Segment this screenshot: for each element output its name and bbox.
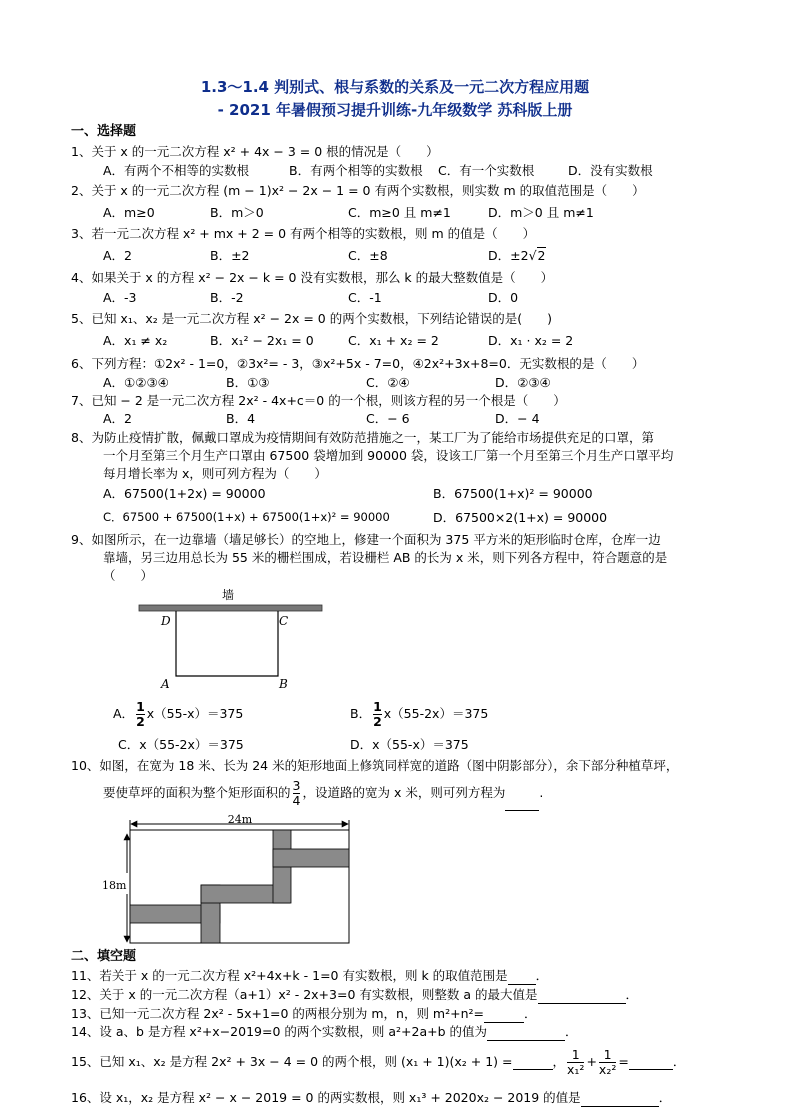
option-a-frac-den: 2	[136, 714, 145, 729]
question-4-stem: 4、如果关于 x 的方程 x² − 2x − k = 0 没有实数根，那么 k 的最大整数值是（ ）	[71, 270, 554, 285]
question-4-option-a: A．-3	[103, 290, 137, 305]
q13-text: 13、已知一元二次方程 2x² - 5x+1=0 的两根分别为 m，n，则 m²+n²=	[71, 1006, 484, 1021]
q15-answer-blank-1[interactable]	[513, 1056, 553, 1070]
question-2-option-a: A．m≥0	[103, 205, 155, 220]
question-1-option-d: D．没有实数根	[568, 163, 653, 178]
q14-text: 14、设 a、b 是方程 x²+x−2019=0 的两个实数根，则 a²+2a+b 的值为	[71, 1024, 487, 1039]
question-5-stem: 5、已知 x₁、x₂ 是一元二次方程 x² − 2x = 0 的两个实数根，下列结论错误的是( )	[71, 311, 552, 326]
question-8-option-a: A．67500(1+2x) = 90000	[103, 486, 266, 501]
question-16	[71, 1088, 719, 1107]
warehouse-figure	[130, 584, 330, 694]
question-11	[71, 966, 719, 985]
question-3-option-d-prefix: D．±2	[488, 248, 529, 263]
question-15	[71, 1042, 719, 1082]
q13-answer-blank[interactable]	[484, 1009, 524, 1023]
option-b-rest: x（55-2x）＝375	[383, 706, 489, 721]
question-6-stem: 6、下列方程：①2x² - 1=0，②3x²= - 3，③x²+5x - 7=0，④2x²+3x+8=0．无实数根的是（ ）	[71, 356, 645, 371]
q10-frac-num: 3	[292, 778, 301, 793]
section-choice-heading: 一、选择题	[71, 124, 137, 139]
question-1-option-b: B．有两个相等的实数根	[289, 163, 423, 178]
q12-text: 12、关于 x 的一元二次方程（a+1）x² - 2x+3=0 有实数根，则整数 a 的最大值是	[71, 987, 538, 1002]
q11-answer-blank[interactable]	[508, 971, 536, 985]
q14-answer-blank[interactable]	[487, 1027, 565, 1041]
question-1-option-c: C．有一个实数根	[438, 163, 535, 178]
vertex-b-label: B	[279, 677, 288, 691]
question-9-line-1: 9、如图所示，在一边靠墙（墙足够长）的空地上，修建一个面积为 375 平方米的矩形临时仓库，仓库一边	[71, 532, 661, 547]
q15-frac1-num: 1	[567, 1048, 584, 1063]
question-3-option-b: B．±2	[210, 248, 250, 263]
question-7-option-c: C．− 6	[366, 411, 410, 426]
question-3-option-d-radicand: 2	[537, 248, 546, 263]
question-9-line-3: （ ）	[103, 568, 154, 583]
q11-end: ．	[535, 968, 549, 983]
q11-text: 11、若关于 x 的一元二次方程 x²+4x+k - 1=0 有实数根，则 k 的取值范围是	[71, 968, 508, 983]
option-a-frac-num: 1	[136, 699, 145, 714]
q10-text-b: ，设道路的宽为 x 米，则可列方程为	[302, 785, 506, 800]
q15-eq: =	[618, 1054, 629, 1069]
question-12	[71, 985, 719, 1004]
question-8-line-3: 每月增长率为 x，则可列方程为（ ）	[103, 466, 327, 481]
q16-text: 16、设 x₁，x₂ 是方程 x² − x − 2019 = 0 的两实数根，则 x₁³ + 2020x₂ − 2019 的值是	[71, 1090, 581, 1105]
option-b-frac-den: 2	[373, 714, 382, 729]
question-4-option-c: C．-1	[348, 290, 382, 305]
q10-text-a: 要使草坪的面积为整个矩形面积的	[103, 785, 291, 800]
title-line-2: - 2021 年暑假预习提升训练-九年级数学 苏科版上册	[217, 101, 573, 119]
question-6-option-c: C．②④	[366, 375, 410, 390]
question-7-stem: 7、已知 − 2 是一元二次方程 2x² - 4x+c＝0 的一个根，则该方程的另一个根是（ ）	[71, 393, 566, 408]
question-14	[71, 1022, 719, 1041]
q15-comma: ，	[552, 1054, 566, 1069]
question-4-option-b: B．-2	[210, 290, 244, 305]
question-9-option-a	[113, 700, 243, 729]
q10-end: .	[539, 785, 544, 800]
q14-end: ．	[565, 1024, 578, 1039]
question-7-option-a: A．2	[103, 411, 133, 426]
question-2-option-b: B．m＞0	[210, 205, 264, 220]
question-1-option-a: A．有两个不相等的实数根	[103, 163, 250, 178]
q16-end: ．	[658, 1090, 672, 1105]
question-2-option-c: C．m≥0 且 m≠1	[348, 205, 451, 220]
question-8-line-1: 8、为防止疫情扩散，佩戴口罩成为疫情期间有效防范措施之一，某工厂为了能给市场提供充足的口罩，第	[71, 430, 654, 445]
question-5-option-b: B．x₁² − 2x₁ = 0	[210, 333, 314, 348]
question-10-line-1: 10、如图，在宽为 18 米、长为 24 米的矩形地面上修筑同样宽的道路（图中阴影部分），余下部分种植草坪，	[71, 758, 679, 773]
vertex-c-label: C	[279, 614, 289, 628]
q12-answer-blank[interactable]	[538, 990, 626, 1004]
q13-end: ．	[524, 1006, 537, 1021]
question-2-option-d: D．m＞0 且 m≠1	[488, 205, 594, 220]
q12-end: ．	[625, 987, 639, 1002]
sqrt-sign-icon: √	[528, 248, 537, 263]
question-1-stem: 1、关于 x 的一元二次方程 x² + 4x − 3 = 0 根的情况是（ ）	[71, 144, 439, 159]
question-13	[71, 1004, 719, 1023]
question-9-line-2: 靠墙，另三边用总长为 55 米的栅栏围成，若设栅栏 AB 的长为 x 米，则下列各方程中，符合题意的是	[103, 550, 668, 565]
question-5-option-a: A．x₁ ≠ x₂	[103, 333, 168, 348]
q15-answer-blank-2[interactable]	[629, 1056, 673, 1070]
title-line-1: 1.3～1.4 判别式、根与系数的关系及一元二次方程应用题	[200, 78, 590, 96]
question-3-option-c: C．±8	[348, 248, 388, 263]
question-5-option-d: D．x₁ · x₂ = 2	[488, 333, 574, 348]
option-b-label: B．	[350, 706, 372, 721]
question-5-option-c: C．x₁ + x₂ = 2	[348, 333, 439, 348]
q15-frac1-den: x₁²	[567, 1062, 585, 1077]
option-a-label: A．	[113, 706, 135, 721]
question-9-option-c: C．x（55-2x）＝375	[118, 737, 244, 752]
question-8-option-c: C．67500 + 67500(1+x) + 67500(1+x)² = 90000	[103, 510, 390, 524]
question-8-line-2: 一个月至第三个月生产口罩由 67500 袋增加到 90000 袋，设该工厂第一个月至第三个月生产口罩平均	[103, 448, 674, 463]
section-fill-heading: 二、填空题	[71, 949, 137, 964]
road-figure	[100, 812, 360, 946]
wall-label: 墙	[221, 588, 235, 602]
wall-bar	[139, 605, 322, 611]
question-6-option-a: A．①②③④	[103, 375, 169, 390]
q15-text: 15、已知 x₁、x₂ 是方程 2x² + 3x − 4 = 0 的两个根，则 (x₁ + 1)(x₂ + 1) =	[71, 1054, 513, 1069]
vertex-d-label: D	[161, 614, 171, 628]
option-a-rest: x（55-x）＝375	[146, 706, 244, 721]
question-9-option-b	[350, 700, 488, 729]
vertex-a-label: A	[161, 677, 170, 691]
question-6-option-d: D．②③④	[495, 375, 551, 390]
question-2-stem: 2、关于 x 的一元二次方程 (m − 1)x² − 2x − 1 = 0 有两个实数根，则实数 m 的取值范围是（ ）	[71, 183, 645, 198]
fence-outline	[176, 611, 278, 676]
question-6-option-b: B．①③	[226, 375, 270, 390]
road-segment-5	[273, 849, 349, 867]
q15-frac2-num: 1	[599, 1048, 616, 1063]
q16-answer-blank[interactable]	[581, 1093, 659, 1107]
q10-frac-den: 4	[292, 793, 301, 808]
question-8-option-b: B．67500(1+x)² = 90000	[433, 486, 593, 501]
q15-end: ．	[672, 1054, 686, 1069]
question-9-option-d: D．x（55-x）＝375	[350, 737, 469, 752]
q10-answer-blank[interactable]	[505, 797, 539, 811]
option-b-frac-num: 1	[373, 699, 382, 714]
figure-height-label: 18m	[102, 879, 127, 892]
question-10-line-2	[103, 775, 543, 811]
figure-width-label: 24m	[227, 813, 253, 826]
question-3-stem: 3、若一元二次方程 x² + mx + 2 = 0 有两个相等的实数根，则 m 的值是（ ）	[71, 226, 536, 241]
question-4-option-d: D．0	[488, 290, 519, 305]
question-8-option-d: D．67500×2(1+x) = 90000	[433, 510, 608, 525]
question-3-option-a: A．2	[103, 248, 133, 263]
question-7-option-d: D．− 4	[495, 411, 540, 426]
question-7-option-b: B．4	[226, 411, 256, 426]
question-3-option-d	[488, 246, 546, 265]
q15-plus: +	[586, 1054, 597, 1069]
q15-frac2-den: x₂²	[598, 1062, 617, 1077]
